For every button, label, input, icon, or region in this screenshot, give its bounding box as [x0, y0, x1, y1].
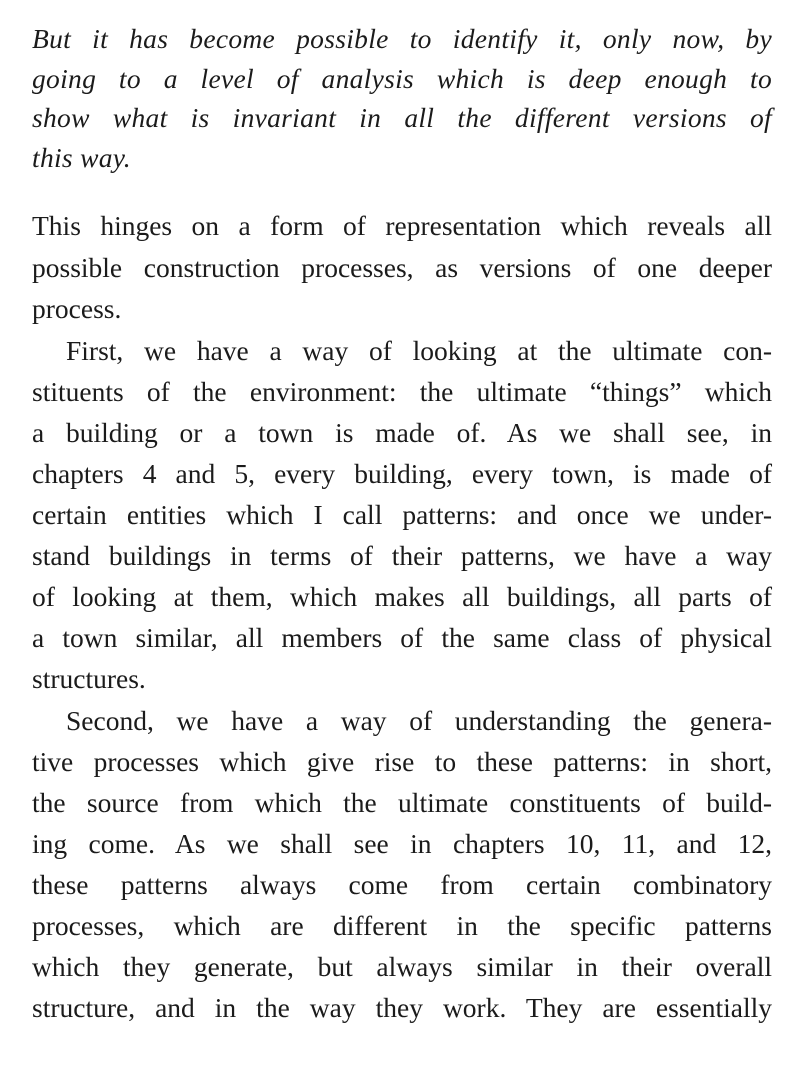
body-line: First, we have a way of looking at the ultimate con- [66, 335, 772, 366]
body-line: stand buildings in terms of their patterns, we have a way [32, 540, 772, 571]
body-line: the source from which the ultimate constituents of build- [32, 787, 772, 818]
body-line: tive processes which give rise to these patterns: in short, [32, 746, 772, 777]
quote-line: But it has become possible to identify it, only now, by [32, 23, 772, 54]
body-line: possible construction processes, as versions of one deeper [32, 252, 772, 283]
body-line: structure, and in the way they work. They are essentially [32, 992, 772, 1023]
body-line: structures. [32, 663, 146, 694]
body-line: of looking at them, which makes all buildings, all parts of [32, 581, 772, 612]
body-line: chapters 4 and 5, every building, every town, is made of [32, 458, 772, 489]
body-line: Second, we have a way of understanding the genera- [66, 705, 772, 736]
body-line: stituents of the environment: the ultimate “things” which [32, 376, 772, 407]
body-line: a building or a town is made of. As we shall see, in [32, 417, 772, 448]
quote-line: show what is invariant in all the different versions of [32, 102, 772, 133]
body-line: process. [32, 293, 122, 324]
body-line: processes, which are different in the specific patterns [32, 910, 772, 941]
quote-line: going to a level of analysis which is deep enough to [32, 63, 772, 94]
body-line: certain entities which I call patterns: and once we under- [32, 499, 772, 530]
body-line: these patterns always come from certain combinatory [32, 869, 772, 900]
body-line: which they generate, but always similar in their overall [32, 951, 772, 982]
body-line: a town similar, all members of the same class of physical [32, 622, 772, 653]
quote-line: this way. [32, 142, 131, 173]
body-line: This hinges on a form of representation which reveals all [32, 210, 772, 241]
body-line: ing come. As we shall see in chapters 10, 11, and 12, [32, 828, 772, 859]
